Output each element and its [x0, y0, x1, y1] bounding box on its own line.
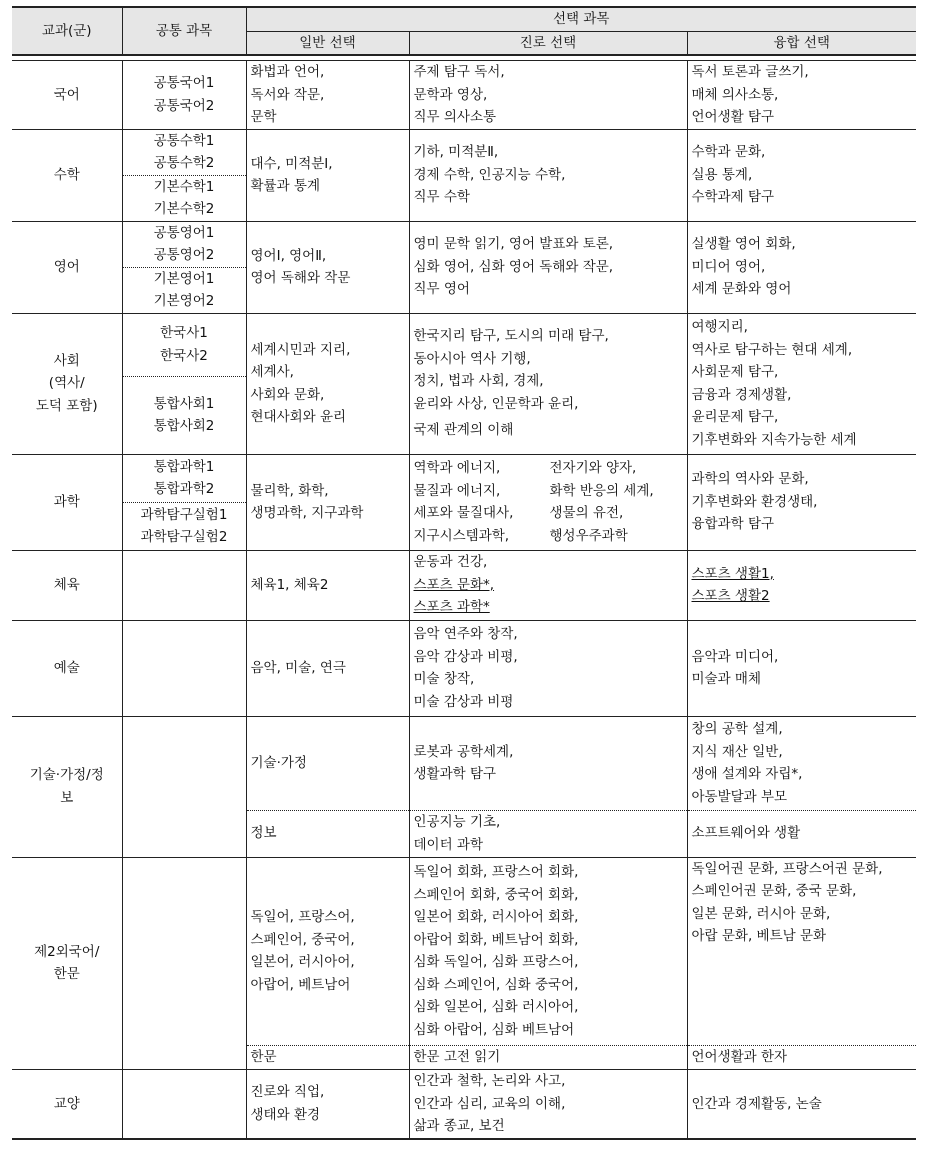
common-science-a: [122, 454, 246, 502]
list-item: 과학의 역사와 문화,: [691, 471, 809, 488]
list-item: 스페인어 회화, 중국어 회화,: [413, 886, 579, 903]
list-item: 진로와 직업,: [250, 1084, 325, 1101]
subject-line: 한문: [53, 966, 80, 982]
header-subject: 교과(군): [12, 7, 122, 55]
career-science: [409, 454, 687, 550]
list-item: 세계 문화와 영어: [691, 281, 792, 298]
list-item: 아랍어, 베트남어: [250, 976, 351, 993]
career-korean: [409, 61, 687, 130]
common-item: 공통수학1: [153, 132, 215, 149]
list-item: 운동과 건강,: [413, 554, 488, 571]
general-tech-a: [246, 716, 409, 810]
list-item: 인간과 심리, 교육의 이해,: [413, 1095, 566, 1112]
common-item: 기본수학2: [153, 201, 215, 217]
common-math-b: [122, 175, 246, 221]
list-item: 스페인어, 중국어,: [250, 931, 355, 948]
list-item: 언어생활과 한자: [691, 1048, 788, 1065]
list-item: 스포츠 문화*,: [413, 576, 495, 593]
career-science-right: [550, 457, 683, 547]
list-item: 세계사,: [250, 364, 294, 380]
subject-line: 보: [60, 789, 74, 806]
common-lang2: [122, 857, 246, 1069]
list-item: 생활과학 탐구: [413, 766, 497, 782]
list-item: 물리학, 화학,: [250, 482, 329, 499]
fusion-pe: [687, 550, 916, 620]
common-social-b: [122, 376, 246, 454]
common-english-a: [122, 221, 246, 267]
list-item: 로봇과 공학세계,: [413, 743, 514, 760]
list-item: 확률과 통계: [250, 178, 320, 194]
list-item: 화법과 언어,: [250, 64, 325, 80]
fusion-lang2-a: [687, 857, 916, 1045]
list-item: 금융과 경제생활,: [691, 386, 792, 403]
list-item: 언어생활 탐구: [691, 109, 775, 125]
list-item: 현대사회와 윤리: [250, 409, 347, 425]
list-item: 심화 아랍어, 심화 베트남어: [413, 1021, 575, 1038]
common-item: 한국사1: [160, 325, 208, 341]
common-math-a: [122, 129, 246, 175]
row-english: [12, 221, 916, 313]
list-item: 실생활 영어 회화,: [691, 236, 796, 253]
list-item: 생애 설계와 자립*,: [691, 766, 803, 782]
list-item: 인간과 철학, 논리와 사고,: [413, 1073, 566, 1089]
general-korean: [246, 61, 409, 130]
fusion-english: [687, 221, 916, 313]
career-tech-b: [409, 810, 687, 857]
subject-korean: 국어: [12, 61, 122, 130]
row-pe: [12, 550, 916, 620]
common-korean: [122, 61, 246, 130]
list-item: 주제 탐구 독서,: [413, 64, 505, 80]
common-social-a: [122, 313, 246, 376]
general-lang2-b: [246, 1045, 409, 1069]
general-lang2-a: [246, 857, 409, 1045]
list-item: 독서와 작문,: [250, 86, 325, 103]
header-general: 일반 선택: [246, 31, 409, 55]
list-item: 미술 창작,: [413, 671, 475, 687]
subject-science: 과학: [12, 454, 122, 550]
list-item: 아랍 문화, 베트남 문화: [691, 928, 827, 944]
common-english-b: [122, 267, 246, 313]
list-item: 생물의 유전,: [549, 505, 624, 521]
header-common: 공통 과목: [122, 7, 246, 55]
header-career: 진로 선택: [409, 31, 687, 55]
list-item: 수학과 문화,: [691, 144, 766, 161]
list-item: 지구시스템과학,: [413, 527, 510, 544]
list-item: 사회와 문화,: [250, 386, 325, 403]
list-item: 일본어, 러시아어,: [250, 954, 355, 970]
subject-line: 사회: [53, 352, 80, 369]
list-item: 일본어 회화, 러시아어 회화,: [413, 909, 579, 925]
common-item: 공통영어2: [153, 247, 215, 263]
fusion-art: [687, 620, 916, 716]
general-liberal: [246, 1069, 409, 1139]
list-item: 영어Ⅰ, 영어Ⅱ,: [250, 247, 327, 264]
list-item: 영어 독해와 작문: [250, 270, 351, 286]
career-art: [409, 620, 687, 716]
fusion-korean: [687, 61, 916, 130]
list-item: 수학과제 탐구: [691, 189, 775, 206]
list-item: 문학: [250, 109, 277, 125]
list-item: 지식 재산 일반,: [691, 743, 783, 760]
list-item: 기후변화와 지속가능한 세계: [691, 431, 857, 448]
list-item: 체육1, 체육2: [250, 576, 329, 593]
list-item: 국제 관계의 이해: [413, 422, 514, 439]
common-item: 공통영어1: [153, 224, 215, 241]
common-item: 통합과학2: [153, 481, 215, 497]
list-item: 음악 연주와 창작,: [413, 626, 518, 642]
curriculum-table: [12, 6, 916, 1140]
list-item: 음악 감상과 비평,: [413, 648, 518, 665]
list-item: 대수, 미적분Ⅰ,: [250, 155, 333, 172]
fusion-tech-a: [687, 716, 916, 810]
career-tech-a: [409, 716, 687, 810]
list-item: 경제 수학, 인공지능 수학,: [413, 166, 566, 183]
list-item: 직무 수학: [413, 189, 470, 206]
list-item: 음악, 미술, 연극: [250, 659, 346, 676]
career-math: [409, 129, 687, 221]
common-art: [122, 620, 246, 716]
list-item: 직무 의사소통: [413, 109, 497, 125]
list-item: 독일어, 프랑스어,: [250, 909, 355, 925]
list-item: 미술과 매체: [691, 671, 761, 687]
common-item: 과학탐구실험2: [140, 529, 228, 545]
row-lang2: [12, 857, 916, 1069]
list-item: 인간과 경제활동, 논술: [691, 1095, 822, 1112]
list-item: 일본 문화, 러시아 문화,: [691, 905, 831, 922]
list-item: 여행지리,: [691, 319, 748, 335]
list-item: 역학과 에너지,: [413, 460, 501, 476]
list-item: 전자기와 양자,: [549, 460, 637, 476]
common-item: 공통수학2: [153, 155, 215, 171]
list-item: 정치, 법과 사회, 경제,: [413, 373, 544, 390]
row-liberal: [12, 1069, 916, 1139]
row-tech: [12, 716, 916, 857]
common-item: 기본영어1: [153, 270, 215, 287]
general-tech-b: [246, 810, 409, 857]
subject-line: 도덕 포함): [35, 397, 98, 414]
row-math: [12, 129, 916, 221]
general-english: [246, 221, 409, 313]
career-pe: [409, 550, 687, 620]
general-science: [246, 454, 409, 550]
list-item: 사회문제 탐구,: [691, 364, 779, 380]
career-lang2-a: [409, 857, 687, 1045]
fusion-lang2-b: [687, 1045, 916, 1069]
list-item: 행성우주과학: [549, 527, 628, 544]
common-item: 과학탐구실험1: [140, 506, 228, 523]
list-item: 융합과학 탐구: [691, 516, 775, 533]
subject-line: 기술·가정/정: [29, 767, 104, 783]
list-item: 기하, 미적분Ⅱ,: [413, 144, 499, 161]
common-liberal: [122, 1069, 246, 1139]
subject-tech: [12, 716, 122, 857]
list-item: 미술 감상과 비평: [413, 693, 514, 710]
list-item: 미디어 영어,: [691, 258, 766, 275]
list-item: 동아시아 역사 기행,: [413, 350, 531, 367]
list-item: 독일어권 문화, 프랑스어권 문화,: [691, 860, 883, 877]
subject-social: [12, 313, 122, 454]
row-art: [12, 620, 916, 716]
list-item: 역사로 탐구하는 현대 세계,: [691, 341, 853, 358]
list-item: 윤리와 사상, 인문학과 윤리,: [413, 395, 579, 412]
career-social: [409, 313, 687, 454]
list-item: 심화 일본어, 심화 러시아어,: [413, 999, 579, 1015]
subject-pe: 체육: [12, 550, 122, 620]
list-item: 한국지리 탐구, 도시의 미래 탐구,: [413, 328, 609, 345]
common-item: 공통국어1: [153, 75, 215, 92]
list-item: 스페인어권 문화, 중국 문화,: [691, 883, 857, 899]
list-item: 소프트웨어와 생활: [691, 825, 801, 842]
list-item: 실용 통계,: [691, 166, 753, 183]
fusion-social: [687, 313, 916, 454]
list-item: 삶과 종교, 보건: [413, 1118, 505, 1134]
list-item: 스포츠 과학*: [413, 599, 490, 616]
list-item: 아동발달과 부모: [691, 788, 788, 805]
list-item: 독서 토론과 글쓰기,: [691, 64, 809, 80]
list-item: 인공지능 기초,: [413, 814, 501, 830]
career-lang2-b: [409, 1045, 687, 1069]
common-item: 공통국어2: [153, 97, 215, 114]
subject-line: (역사/: [48, 375, 85, 392]
common-item: 통합사회1: [153, 395, 215, 412]
career-english: [409, 221, 687, 313]
list-item: 독일어 회화, 프랑스어 회화,: [413, 864, 579, 880]
subject-line: 제2외국어/: [34, 943, 100, 960]
list-item: 데이터 과학: [413, 836, 483, 853]
common-item: 기본수학1: [153, 178, 215, 195]
common-tech: [122, 716, 246, 857]
header-elective: 선택 과목: [246, 7, 916, 31]
list-item: 물질과 에너지,: [413, 482, 501, 499]
subject-math: 수학: [12, 129, 122, 221]
list-item: 매체 의사소통,: [691, 86, 779, 103]
list-item: 심화 독일어, 심화 프랑스어,: [413, 954, 579, 970]
list-item: 스포츠 생활2: [691, 588, 770, 604]
subject-art: 예술: [12, 620, 122, 716]
list-item: 문학과 영상,: [413, 86, 488, 103]
list-item: 심화 스페인어, 심화 중국어,: [413, 976, 579, 993]
list-item: 영미 문학 읽기, 영어 발표와 토론,: [413, 236, 614, 253]
general-social: [246, 313, 409, 454]
list-item: 생태와 환경: [250, 1106, 320, 1123]
row-social: [12, 313, 916, 454]
career-liberal: [409, 1069, 687, 1139]
subject-lang2: [12, 857, 122, 1069]
career-science-left: [414, 457, 550, 547]
fusion-tech-b: [687, 810, 916, 857]
list-item: 음악과 미디어,: [691, 648, 779, 665]
header-fusion: 융합 선택: [687, 31, 916, 55]
common-science-b: [122, 502, 246, 550]
row-korean: [12, 61, 916, 130]
subject-english: 영어: [12, 221, 122, 313]
list-item: 세계시민과 지리,: [250, 341, 351, 358]
common-item: 기본영어2: [153, 293, 215, 309]
list-item: 세포와 물질대사,: [413, 505, 514, 521]
list-item: 창의 공학 설계,: [691, 721, 783, 737]
general-art: [246, 620, 409, 716]
list-item: 한문 고전 읽기: [413, 1048, 501, 1065]
fusion-math: [687, 129, 916, 221]
list-item: 직무 영어: [413, 281, 470, 298]
common-item: 한국사2: [160, 347, 208, 364]
list-item: 윤리문제 탐구,: [691, 409, 779, 425]
list-item: 생명과학, 지구과학: [250, 505, 364, 521]
list-item: 심화 영어, 심화 영어 독해와 작문,: [413, 258, 614, 275]
list-item: 기술·가정: [250, 754, 307, 771]
list-item: 화학 반응의 세계,: [549, 482, 654, 499]
list-item: 한문: [250, 1048, 277, 1065]
row-science: [12, 454, 916, 550]
list-item: 스포츠 생활1,: [691, 565, 774, 582]
fusion-liberal: [687, 1069, 916, 1139]
general-pe: [246, 550, 409, 620]
list-item: 정보: [250, 825, 277, 842]
subject-liberal: 교양: [12, 1069, 122, 1139]
common-item: 통합사회2: [153, 418, 215, 434]
list-item: 기후변화와 환경생태,: [691, 493, 818, 510]
fusion-science: [687, 454, 916, 550]
common-pe: [122, 550, 246, 620]
general-math: [246, 129, 409, 221]
list-item: 아랍어 회화, 베트남어 회화,: [413, 931, 579, 948]
common-item: 통합과학1: [153, 458, 215, 475]
curriculum-table-wrapper: [12, 6, 916, 1140]
